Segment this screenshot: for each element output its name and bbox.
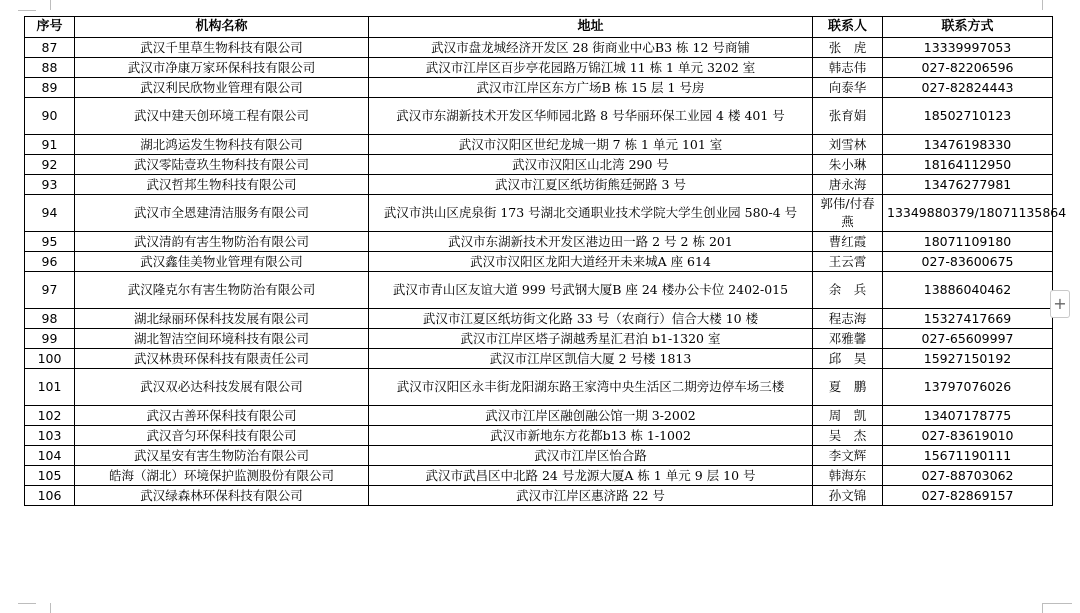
row-phone: 027-83600675 (883, 252, 1053, 272)
row-seq: 98 (25, 309, 75, 329)
row-phone: 027-65609997 (883, 329, 1053, 349)
row-org-name: 武汉零陆壹玖生物科技有限公司 (75, 155, 369, 175)
table-body (25, 38, 1067, 506)
row-org-name: 武汉市全恩建清洁服务有限公司 (75, 195, 369, 232)
row-address: 武汉市青山区友谊大道 999 号武钢大厦B 座 24 楼办公卡位 2402-015 (369, 272, 813, 309)
row-phone: 15927150192 (883, 349, 1053, 369)
row-seq: 99 (25, 329, 75, 349)
row-phone: 13349880379/18071135864 (883, 195, 1053, 232)
page-corner-mark (1042, 603, 1057, 613)
row-phone: 027-82206596 (883, 58, 1053, 78)
row-contact: 朱小琳 (813, 155, 883, 175)
table-row (25, 155, 1053, 175)
row-phone: 18502710123 (883, 98, 1053, 135)
row-org-name: 武汉利民欣物业管理有限公司 (75, 78, 369, 98)
page-corner-mark (18, 10, 36, 11)
table-row (25, 349, 1053, 369)
row-seq: 89 (25, 78, 75, 98)
row-phone: 13797076026 (883, 369, 1053, 406)
row-address: 武汉市江岸区百步亭花园路万锦江城 11 栋 1 单元 3202 室 (369, 58, 813, 78)
page-corner-mark (36, 603, 51, 613)
row-contact: 曹红霞 (813, 232, 883, 252)
table-row (25, 232, 1053, 252)
row-address: 武汉市汉阳区永丰街龙阳湖东路王家湾中央生活区二期旁边停车场三楼 (369, 369, 813, 406)
table-row (25, 426, 1053, 446)
header-address: 地址 (369, 17, 813, 38)
row-org-name: 武汉中建天创环境工程有限公司 (75, 98, 369, 135)
row-phone: 15671190111 (883, 446, 1053, 466)
row-address: 武汉市江夏区纸坊街文化路 33 号（农商行）信合大楼 10 楼 (369, 309, 813, 329)
row-address: 武汉市新地东方花都b13 栋 1-1002 (369, 426, 813, 446)
row-org-name: 武汉绿森林环保科技有限公司 (75, 486, 369, 506)
row-contact: 邱 昊 (813, 349, 883, 369)
row-contact: 李文辉 (813, 446, 883, 466)
row-org-name: 武汉鑫佳美物业管理有限公司 (75, 252, 369, 272)
row-phone: 13339997053 (883, 38, 1053, 58)
row-address: 武汉市东湖新技术开发区港边田一路 2 号 2 栋 201 (369, 232, 813, 252)
add-row-button[interactable]: + (1050, 290, 1070, 318)
row-seq: 88 (25, 58, 75, 78)
row-address: 武汉市江岸区东方广场B 栋 15 层 1 号房 (369, 78, 813, 98)
table-row (25, 58, 1053, 78)
row-seq: 96 (25, 252, 75, 272)
row-org-name: 武汉星安有害生物防治有限公司 (75, 446, 369, 466)
table-row (25, 98, 1053, 135)
row-contact: 王云霄 (813, 252, 883, 272)
table-row (25, 446, 1053, 466)
row-seq: 95 (25, 232, 75, 252)
row-seq: 92 (25, 155, 75, 175)
header-org-name: 机构名称 (75, 17, 369, 38)
row-phone: 18071109180 (883, 232, 1053, 252)
row-address: 武汉市汉阳区世纪龙城一期 7 栋 1 单元 101 室 (369, 135, 813, 155)
row-org-name: 湖北绿丽环保科技发展有限公司 (75, 309, 369, 329)
row-contact: 张育娟 (813, 98, 883, 135)
row-address: 武汉市东湖新技术开发区华师园北路 8 号华丽环保工业园 4 楼 401 号 (369, 98, 813, 135)
table-header-row (25, 17, 1053, 38)
row-phone: 13476277981 (883, 175, 1053, 195)
row-address: 武汉市汉阳区龙阳大道经开未来城A 座 614 (369, 252, 813, 272)
row-org-name: 武汉千里草生物科技有限公司 (75, 38, 369, 58)
row-address: 武汉市洪山区虎泉街 173 号湖北交通职业技术学院大学生创业园 580-4 号 (369, 195, 813, 232)
row-org-name: 武汉音匀环保科技有限公司 (75, 426, 369, 446)
page-corner-mark (1042, 603, 1072, 604)
row-org-name: 武汉双必达科技发展有限公司 (75, 369, 369, 406)
row-address: 武汉市江岸区塔子湖越秀星汇君泊 b1-1320 室 (369, 329, 813, 349)
page-corner-mark (1042, 0, 1057, 10)
row-org-name: 武汉古善环保科技有限公司 (75, 406, 369, 426)
row-contact: 唐永海 (813, 175, 883, 195)
row-phone: 18164112950 (883, 155, 1053, 175)
row-seq: 104 (25, 446, 75, 466)
row-phone: 13407178775 (883, 406, 1053, 426)
row-address: 武汉市江岸区融创融公馆一期 3-2002 (369, 406, 813, 426)
row-contact: 郭伟/付春燕 (813, 195, 883, 232)
row-org-name: 湖北智洁空间环境科技有限公司 (75, 329, 369, 349)
row-phone: 13886040462 (883, 272, 1053, 309)
header-seq: 序号 (25, 17, 75, 38)
table-row (25, 78, 1053, 98)
row-contact: 周 凯 (813, 406, 883, 426)
row-seq: 106 (25, 486, 75, 506)
row-phone: 027-88703062 (883, 466, 1053, 486)
header-contact: 联系人 (813, 17, 883, 38)
table-row (25, 406, 1053, 426)
row-address: 武汉市江夏区纸坊街熊廷弼路 3 号 (369, 175, 813, 195)
row-address: 武汉市武昌区中北路 24 号龙源大厦A 栋 1 单元 9 层 10 号 (369, 466, 813, 486)
row-address: 武汉市江岸区怡合路 (369, 446, 813, 466)
row-seq: 90 (25, 98, 75, 135)
row-contact: 韩海东 (813, 466, 883, 486)
organization-table (24, 16, 1067, 506)
row-contact: 程志海 (813, 309, 883, 329)
row-org-name: 湖北鸿运发生物科技有限公司 (75, 135, 369, 155)
row-seq: 102 (25, 406, 75, 426)
row-contact: 邓雅馨 (813, 329, 883, 349)
table-row (25, 195, 1053, 232)
row-phone: 13476198330 (883, 135, 1053, 155)
table-row (25, 272, 1053, 309)
row-contact: 夏 鹏 (813, 369, 883, 406)
row-contact: 张 虎 (813, 38, 883, 58)
page-corner-mark (18, 603, 36, 604)
row-phone: 027-82824443 (883, 78, 1053, 98)
table-row (25, 466, 1053, 486)
row-seq: 93 (25, 175, 75, 195)
row-seq: 91 (25, 135, 75, 155)
row-contact: 余 兵 (813, 272, 883, 309)
row-phone: 027-82869157 (883, 486, 1053, 506)
table-row (25, 309, 1053, 329)
row-org-name: 武汉市净康万家环保科技有限公司 (75, 58, 369, 78)
row-phone: 15327417669 (883, 309, 1053, 329)
row-address: 武汉市江岸区惠济路 22 号 (369, 486, 813, 506)
row-org-name: 皓海（湖北）环境保护监测股份有限公司 (75, 466, 369, 486)
header-phone: 联系方式 (883, 17, 1053, 38)
table-row (25, 252, 1053, 272)
row-contact: 吴 杰 (813, 426, 883, 446)
row-contact: 刘雪林 (813, 135, 883, 155)
row-seq: 105 (25, 466, 75, 486)
row-address: 武汉市盘龙城经济开发区 28 街商业中心B3 栋 12 号商铺 (369, 38, 813, 58)
table-row (25, 329, 1053, 349)
row-contact: 孙文锦 (813, 486, 883, 506)
row-phone: 027-83619010 (883, 426, 1053, 446)
table-row (25, 38, 1053, 58)
row-address: 武汉市汉阳区山北湾 290 号 (369, 155, 813, 175)
row-seq: 94 (25, 195, 75, 232)
row-address: 武汉市江岸区凯信大厦 2 号楼 1813 (369, 349, 813, 369)
row-seq: 101 (25, 369, 75, 406)
row-contact: 向泰华 (813, 78, 883, 98)
row-org-name: 武汉隆克尔有害生物防治有限公司 (75, 272, 369, 309)
table-row (25, 486, 1053, 506)
row-seq: 87 (25, 38, 75, 58)
table-row (25, 175, 1053, 195)
row-seq: 103 (25, 426, 75, 446)
table-row (25, 369, 1053, 406)
page-corner-mark (36, 0, 51, 10)
row-org-name: 武汉哲邦生物科技有限公司 (75, 175, 369, 195)
row-contact: 韩志伟 (813, 58, 883, 78)
row-seq: 97 (25, 272, 75, 309)
row-org-name: 武汉林贵环保科技有限责任公司 (75, 349, 369, 369)
table-row (25, 135, 1053, 155)
row-org-name: 武汉清韵有害生物防治有限公司 (75, 232, 369, 252)
row-seq: 100 (25, 349, 75, 369)
